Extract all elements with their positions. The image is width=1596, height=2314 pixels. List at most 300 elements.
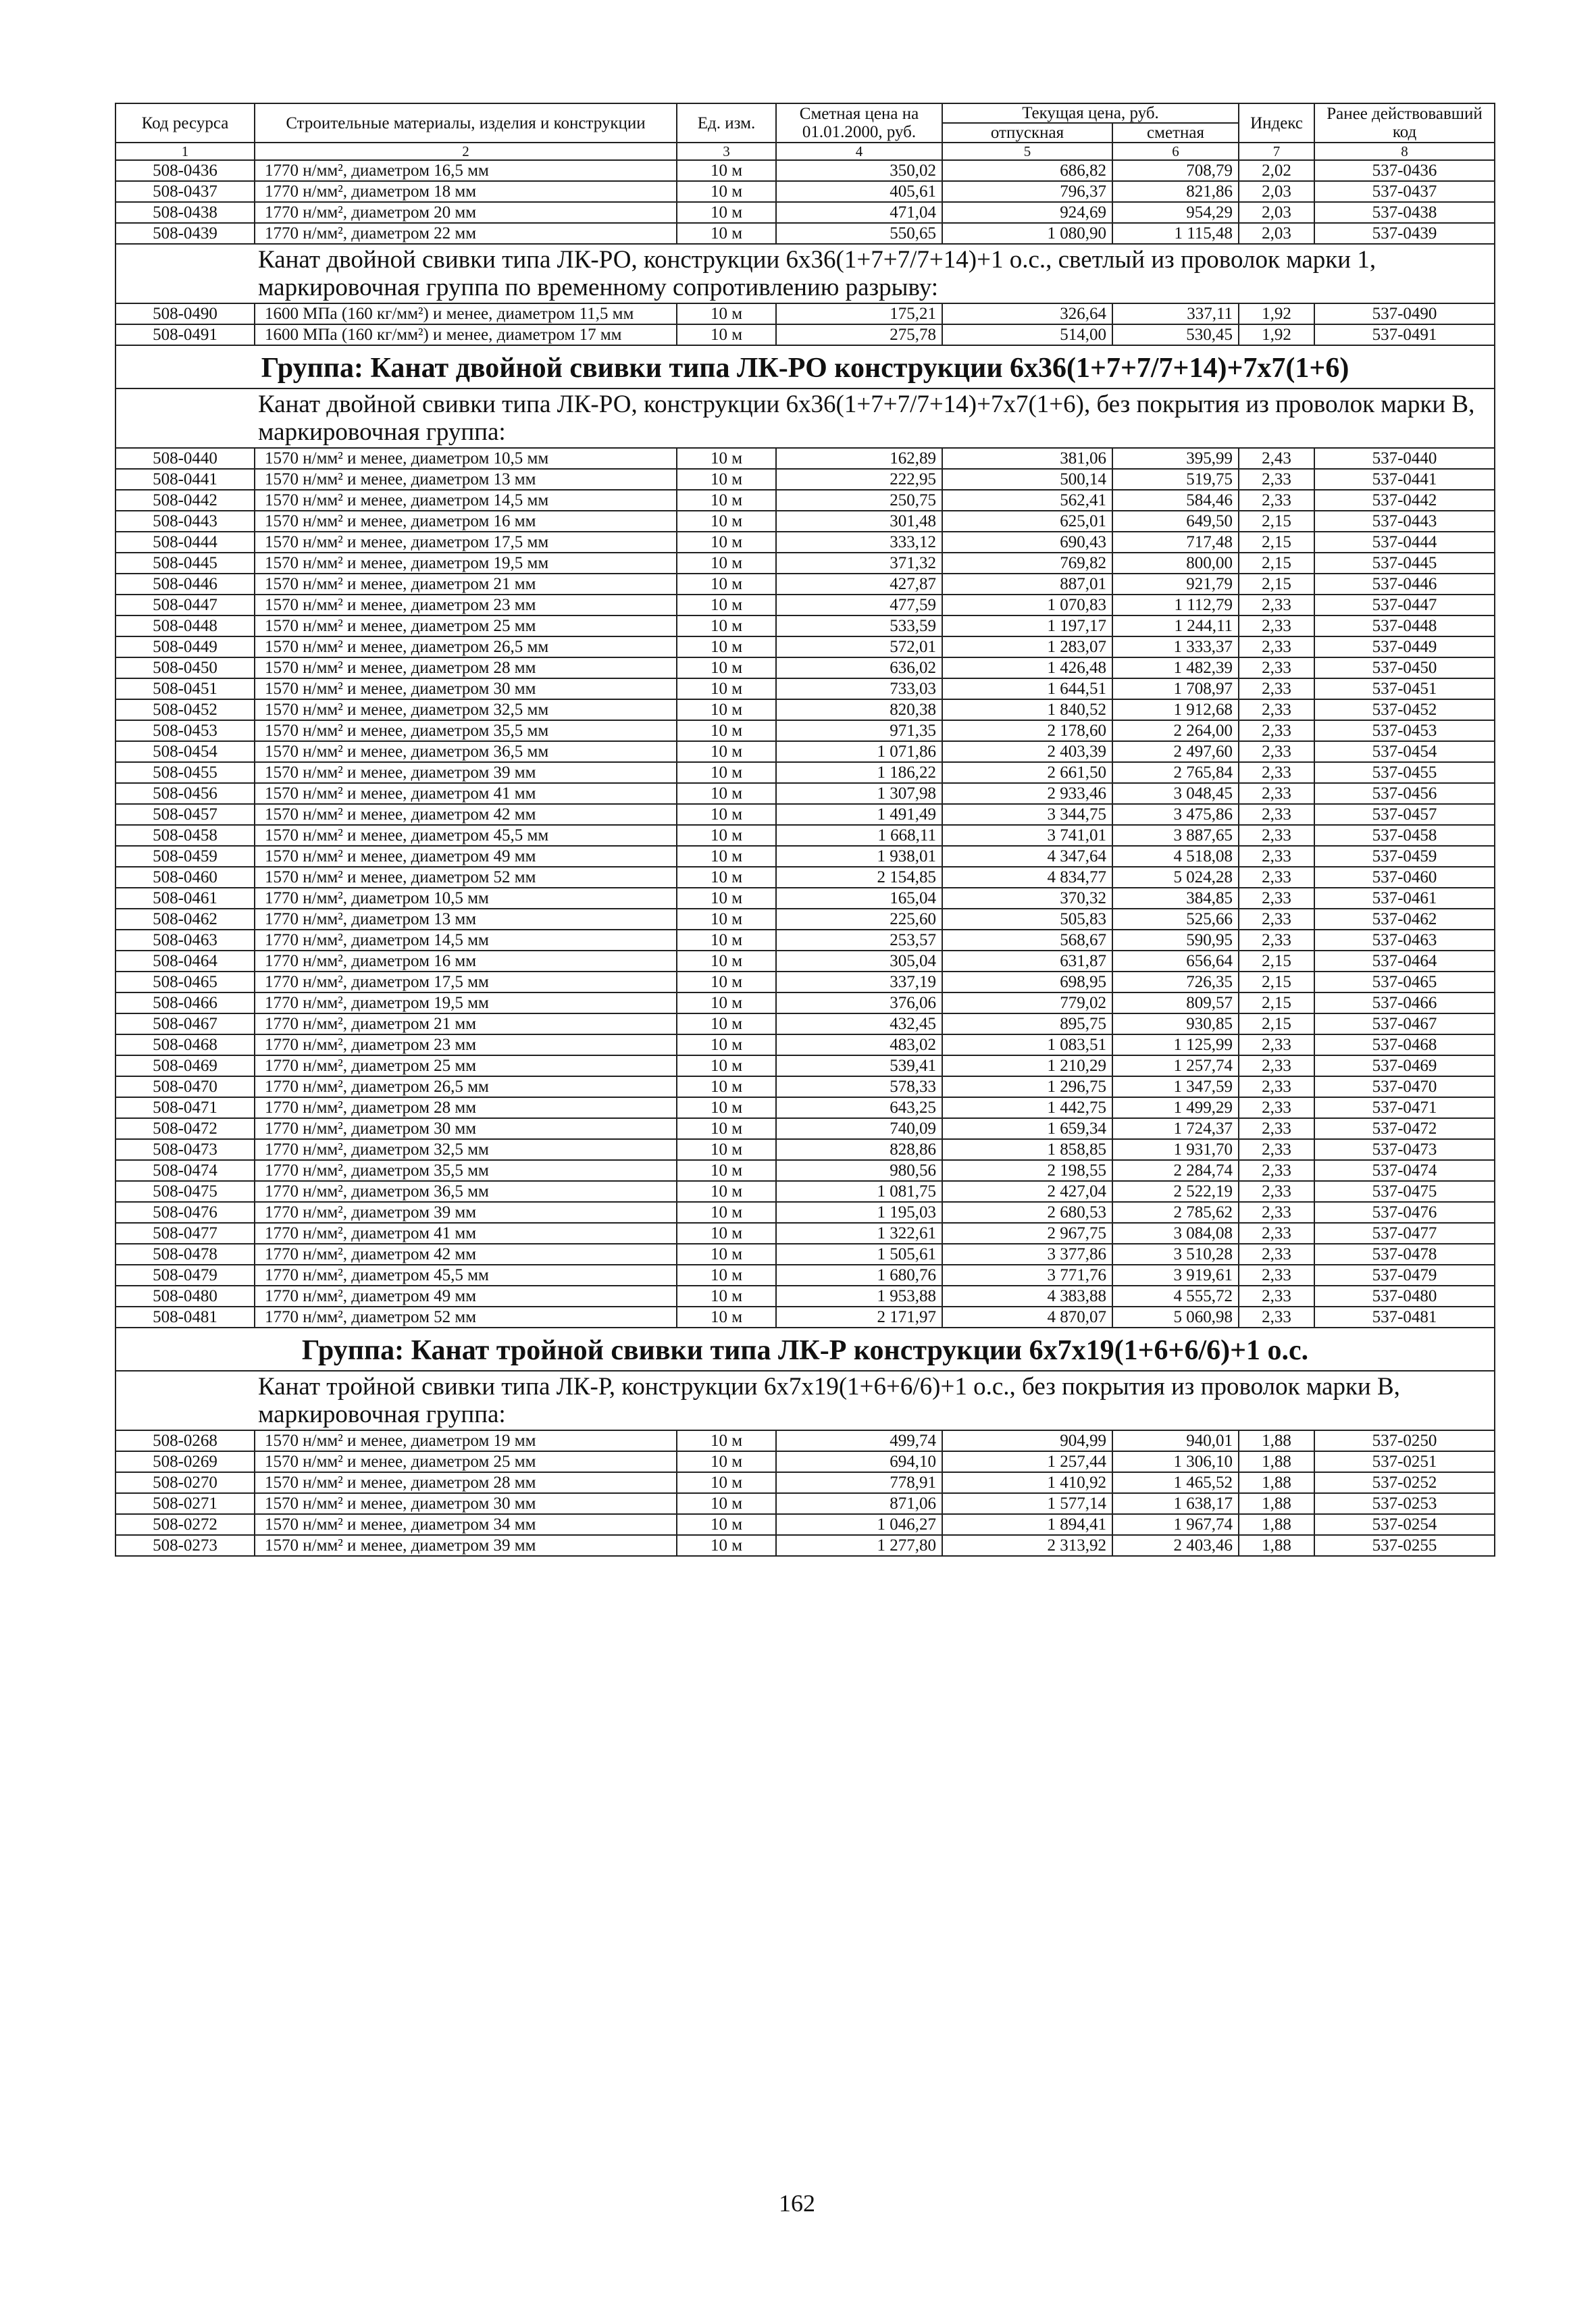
cell-resource-code: 508-0447 [115, 595, 255, 615]
cell-material-name: 1770 н/мм², диаметром 28 мм [255, 1097, 677, 1118]
cell-release-price: 698,95 [942, 972, 1112, 992]
cell-prev-code: 537-0255 [1314, 1535, 1495, 1556]
table-row [115, 160, 1495, 181]
cell-unit: 10 м [677, 909, 776, 930]
cell-unit: 10 м [677, 762, 776, 783]
cell-resource-code: 508-0491 [115, 324, 255, 345]
cell-est-price: 828,86 [776, 1139, 942, 1160]
cell-est-price: 550,65 [776, 223, 942, 244]
cell-prev-code: 537-0465 [1314, 972, 1495, 992]
cell-estimate-price: 3 475,86 [1112, 804, 1239, 825]
cell-resource-code: 508-0463 [115, 930, 255, 951]
cell-resource-code: 508-0462 [115, 909, 255, 930]
cell-prev-code: 537-0439 [1314, 223, 1495, 244]
cell-resource-code: 508-0473 [115, 1139, 255, 1160]
cell-material-name: 1570 н/мм² и менее, диаметром 42 мм [255, 804, 677, 825]
cell-unit: 10 м [677, 804, 776, 825]
page-number: 162 [779, 2190, 815, 2217]
cell-release-price: 2 178,60 [942, 720, 1112, 741]
cell-material-name: 1570 н/мм² и менее, диаметром 21 мм [255, 574, 677, 595]
cell-release-price: 2 427,04 [942, 1181, 1112, 1202]
cell-prev-code: 537-0438 [1314, 202, 1495, 223]
price-table-sheet [115, 103, 1494, 1557]
cell-material-name: 1570 н/мм² и менее, диаметром 30 мм [255, 678, 677, 699]
table-row [115, 699, 1495, 720]
cell-resource-code: 508-0460 [115, 867, 255, 888]
cell-unit: 10 м [677, 574, 776, 595]
cell-release-price: 1 296,75 [942, 1076, 1112, 1097]
cell-index: 2,03 [1239, 202, 1314, 223]
cell-est-price: 871,06 [776, 1493, 942, 1514]
cell-prev-code: 537-0437 [1314, 181, 1495, 202]
col-number: 1 [115, 143, 255, 160]
cell-index: 2,03 [1239, 181, 1314, 202]
cell-index: 2,03 [1239, 223, 1314, 244]
cell-index: 2,33 [1239, 888, 1314, 909]
cell-material-name: 1770 н/мм², диаметром 16 мм [255, 951, 677, 972]
cell-material-name: 1770 н/мм², диаметром 32,5 мм [255, 1139, 677, 1160]
cell-estimate-price: 3 887,65 [1112, 825, 1239, 846]
cell-prev-code: 537-0440 [1314, 448, 1495, 469]
cell-prev-code: 537-0450 [1314, 657, 1495, 678]
cell-unit: 10 м [677, 1286, 776, 1307]
cell-unit: 10 м [677, 1181, 776, 1202]
cell-unit: 10 м [677, 1451, 776, 1472]
header-unit: Ед. изм. [677, 103, 776, 143]
cell-material-name: 1570 н/мм² и менее, диаметром 26,5 мм [255, 636, 677, 657]
header-estimate-price: сметная [1112, 123, 1239, 143]
cell-release-price: 924,69 [942, 202, 1112, 223]
cell-unit: 10 м [677, 1013, 776, 1034]
cell-est-price: 1 491,49 [776, 804, 942, 825]
cell-prev-code: 537-0477 [1314, 1223, 1495, 1244]
table-row [115, 1535, 1495, 1556]
cell-prev-code: 537-0474 [1314, 1160, 1495, 1181]
cell-prev-code: 537-0253 [1314, 1493, 1495, 1514]
cell-material-name: 1570 н/мм² и менее, диаметром 28 мм [255, 657, 677, 678]
col-number: 3 [677, 143, 776, 160]
cell-prev-code: 537-0250 [1314, 1430, 1495, 1451]
subheading-row [115, 1371, 1495, 1430]
cell-unit: 10 м [677, 223, 776, 244]
cell-material-name: 1770 н/мм², диаметром 39 мм [255, 1202, 677, 1223]
cell-material-name: 1770 н/мм², диаметром 26,5 мм [255, 1076, 677, 1097]
cell-resource-code: 508-0479 [115, 1265, 255, 1286]
cell-est-price: 636,02 [776, 657, 942, 678]
cell-material-name: 1770 н/мм², диаметром 45,5 мм [255, 1265, 677, 1286]
table-row [115, 469, 1495, 490]
cell-est-price: 333,12 [776, 532, 942, 553]
table-row [115, 678, 1495, 699]
cell-resource-code: 508-0452 [115, 699, 255, 720]
cell-index: 2,33 [1239, 783, 1314, 804]
cell-index: 2,15 [1239, 553, 1314, 574]
table-row [115, 951, 1495, 972]
cell-prev-code: 537-0443 [1314, 511, 1495, 532]
cell-estimate-price: 1 931,70 [1112, 1139, 1239, 1160]
cell-est-price: 1 938,01 [776, 846, 942, 867]
cell-est-price: 225,60 [776, 909, 942, 930]
table-row [115, 181, 1495, 202]
cell-material-name: 1770 н/мм², диаметром 36,5 мм [255, 1181, 677, 1202]
cell-index: 2,15 [1239, 951, 1314, 972]
cell-unit: 10 м [677, 448, 776, 469]
cell-est-price: 643,25 [776, 1097, 942, 1118]
cell-material-name: 1770 н/мм², диаметром 14,5 мм [255, 930, 677, 951]
cell-index: 2,33 [1239, 741, 1314, 762]
cell-resource-code: 508-0474 [115, 1160, 255, 1181]
cell-unit: 10 м [677, 469, 776, 490]
cell-material-name: 1570 н/мм² и менее, диаметром 17,5 мм [255, 532, 677, 553]
cell-estimate-price: 525,66 [1112, 909, 1239, 930]
cell-index: 2,33 [1239, 678, 1314, 699]
table-row [115, 846, 1495, 867]
table-row [115, 1514, 1495, 1535]
cell-material-name: 1570 н/мм² и менее, диаметром 19 мм [255, 1430, 677, 1451]
table-row [115, 1223, 1495, 1244]
cell-prev-code: 537-0453 [1314, 720, 1495, 741]
cell-release-price: 1 426,48 [942, 657, 1112, 678]
table-row [115, 867, 1495, 888]
cell-prev-code: 537-0466 [1314, 992, 1495, 1013]
cell-est-price: 301,48 [776, 511, 942, 532]
cell-material-name: 1570 н/мм² и менее, диаметром 34 мм [255, 1514, 677, 1535]
cell-estimate-price: 1 125,99 [1112, 1034, 1239, 1055]
cell-est-price: 1 186,22 [776, 762, 942, 783]
cell-material-name: 1570 н/мм² и менее, диаметром 14,5 мм [255, 490, 677, 511]
cell-release-price: 690,43 [942, 532, 1112, 553]
cell-index: 2,33 [1239, 636, 1314, 657]
cell-prev-code: 537-0478 [1314, 1244, 1495, 1265]
table-row [115, 490, 1495, 511]
cell-release-price: 2 967,75 [942, 1223, 1112, 1244]
cell-est-price: 405,61 [776, 181, 942, 202]
table-row [115, 223, 1495, 244]
cell-estimate-price: 4 518,08 [1112, 846, 1239, 867]
cell-resource-code: 508-0475 [115, 1181, 255, 1202]
cell-index: 2,33 [1239, 1223, 1314, 1244]
cell-material-name: 1770 н/мм², диаметром 23 мм [255, 1034, 677, 1055]
cell-material-name: 1600 МПа (160 кг/мм²) и менее, диаметром 11,5 мм [255, 303, 677, 324]
cell-est-price: 1 081,75 [776, 1181, 942, 1202]
cell-estimate-price: 1 306,10 [1112, 1451, 1239, 1472]
table-row [115, 909, 1495, 930]
cell-est-price: 499,74 [776, 1430, 942, 1451]
cell-release-price: 1 659,34 [942, 1118, 1112, 1139]
cell-est-price: 305,04 [776, 951, 942, 972]
cell-estimate-price: 1 499,29 [1112, 1097, 1239, 1118]
cell-material-name: 1570 н/мм² и менее, диаметром 52 мм [255, 867, 677, 888]
cell-material-name: 1570 н/мм² и менее, диаметром 36,5 мм [255, 741, 677, 762]
cell-est-price: 733,03 [776, 678, 942, 699]
cell-resource-code: 508-0453 [115, 720, 255, 741]
cell-index: 1,88 [1239, 1472, 1314, 1493]
header-name: Строительные материалы, изделия и конструкции [255, 103, 677, 143]
cell-resource-code: 508-0461 [115, 888, 255, 909]
cell-estimate-price: 1 708,97 [1112, 678, 1239, 699]
cell-resource-code: 508-0439 [115, 223, 255, 244]
cell-estimate-price: 2 522,19 [1112, 1181, 1239, 1202]
cell-index: 2,33 [1239, 1265, 1314, 1286]
cell-est-price: 250,75 [776, 490, 942, 511]
cell-est-price: 2 154,85 [776, 867, 942, 888]
cell-material-name: 1570 н/мм² и менее, диаметром 30 мм [255, 1493, 677, 1514]
cell-resource-code: 508-0478 [115, 1244, 255, 1265]
cell-release-price: 2 403,39 [942, 741, 1112, 762]
cell-release-price: 4 347,64 [942, 846, 1112, 867]
cell-resource-code: 508-0268 [115, 1430, 255, 1451]
cell-estimate-price: 1 257,74 [1112, 1055, 1239, 1076]
cell-release-price: 3 741,01 [942, 825, 1112, 846]
cell-material-name: 1570 н/мм² и менее, диаметром 49 мм [255, 846, 677, 867]
col-number: 7 [1239, 143, 1314, 160]
cell-index: 2,33 [1239, 490, 1314, 511]
cell-unit: 10 м [677, 1244, 776, 1265]
cell-prev-code: 537-0445 [1314, 553, 1495, 574]
cell-resource-code: 508-0472 [115, 1118, 255, 1139]
cell-prev-code: 537-0490 [1314, 303, 1495, 324]
cell-est-price: 1 322,61 [776, 1223, 942, 1244]
cell-unit: 10 м [677, 1514, 776, 1535]
header-release-price: отпускная [942, 123, 1112, 143]
cell-release-price: 1 283,07 [942, 636, 1112, 657]
table-row [115, 992, 1495, 1013]
subheading-row [115, 244, 1495, 303]
cell-release-price: 1 858,85 [942, 1139, 1112, 1160]
cell-release-price: 3 377,86 [942, 1244, 1112, 1265]
cell-est-price: 740,09 [776, 1118, 942, 1139]
cell-unit: 10 м [677, 636, 776, 657]
cell-estimate-price: 821,86 [1112, 181, 1239, 202]
cell-est-price: 427,87 [776, 574, 942, 595]
table-row [115, 1139, 1495, 1160]
cell-estimate-price: 2 284,74 [1112, 1160, 1239, 1181]
cell-estimate-price: 395,99 [1112, 448, 1239, 469]
cell-release-price: 562,41 [942, 490, 1112, 511]
cell-prev-code: 537-0452 [1314, 699, 1495, 720]
cell-release-price: 769,82 [942, 553, 1112, 574]
cell-material-name: 1770 н/мм², диаметром 20 мм [255, 202, 677, 223]
table-body [115, 160, 1495, 1556]
table-row [115, 720, 1495, 741]
cell-index: 2,15 [1239, 574, 1314, 595]
subheading: Канат двойной свивки типа ЛК-РО, конструкции 6х36(1+7+7/7+14)+1 о.с., светлый из проволок марки 1, маркировочная группа по временному сопротивлению разрыву: [115, 244, 1495, 303]
table-row [115, 1118, 1495, 1139]
table-row [115, 1430, 1495, 1451]
cell-material-name: 1770 н/мм², диаметром 49 мм [255, 1286, 677, 1307]
cell-unit: 10 м [677, 532, 776, 553]
cell-release-price: 370,32 [942, 888, 1112, 909]
cell-unit: 10 м [677, 1493, 776, 1514]
cell-material-name: 1570 н/мм² и менее, диаметром 39 мм [255, 1535, 677, 1556]
cell-est-price: 1 195,03 [776, 1202, 942, 1223]
cell-material-name: 1570 н/мм² и менее, диаметром 41 мм [255, 783, 677, 804]
cell-prev-code: 537-0464 [1314, 951, 1495, 972]
cell-estimate-price: 590,95 [1112, 930, 1239, 951]
cell-resource-code: 508-0440 [115, 448, 255, 469]
cell-resource-code: 508-0270 [115, 1472, 255, 1493]
table-row [115, 595, 1495, 615]
cell-est-price: 1 307,98 [776, 783, 942, 804]
cell-estimate-price: 2 785,62 [1112, 1202, 1239, 1223]
cell-estimate-price: 1 724,37 [1112, 1118, 1239, 1139]
cell-index: 1,92 [1239, 324, 1314, 345]
cell-est-price: 778,91 [776, 1472, 942, 1493]
cell-est-price: 162,89 [776, 448, 942, 469]
table-row [115, 762, 1495, 783]
table-row [115, 1181, 1495, 1202]
cell-index: 2,33 [1239, 1286, 1314, 1307]
cell-prev-code: 537-0459 [1314, 846, 1495, 867]
header-est-price: Сметная цена на 01.01.2000, руб. [776, 103, 942, 143]
cell-release-price: 1 410,92 [942, 1472, 1112, 1493]
cell-index: 1,88 [1239, 1430, 1314, 1451]
cell-prev-code: 537-0460 [1314, 867, 1495, 888]
cell-estimate-price: 940,01 [1112, 1430, 1239, 1451]
cell-material-name: 1770 н/мм², диаметром 16,5 мм [255, 160, 677, 181]
cell-resource-code: 508-0468 [115, 1034, 255, 1055]
cell-release-price: 2 313,92 [942, 1535, 1112, 1556]
table-row [115, 615, 1495, 636]
cell-prev-code: 537-0449 [1314, 636, 1495, 657]
cell-release-price: 779,02 [942, 992, 1112, 1013]
cell-prev-code: 537-0476 [1314, 1202, 1495, 1223]
cell-index: 2,15 [1239, 992, 1314, 1013]
cell-estimate-price: 2 765,84 [1112, 762, 1239, 783]
table-row [115, 1097, 1495, 1118]
cell-prev-code: 537-0469 [1314, 1055, 1495, 1076]
cell-unit: 10 м [677, 972, 776, 992]
subheading: Канат двойной свивки типа ЛК-РО, конструкции 6х36(1+7+7/7+14)+7х7(1+6), без покрытия из проволок марки В, маркировочная группа: [115, 388, 1495, 448]
group-heading-row [115, 1328, 1495, 1371]
cell-index: 2,33 [1239, 909, 1314, 930]
cell-release-price: 887,01 [942, 574, 1112, 595]
cell-est-price: 350,02 [776, 160, 942, 181]
cell-est-price: 694,10 [776, 1451, 942, 1472]
cell-estimate-price: 3 084,08 [1112, 1223, 1239, 1244]
cell-est-price: 539,41 [776, 1055, 942, 1076]
table-row [115, 511, 1495, 532]
cell-estimate-price: 4 555,72 [1112, 1286, 1239, 1307]
col-number: 2 [255, 143, 677, 160]
cell-estimate-price: 800,00 [1112, 553, 1239, 574]
cell-est-price: 165,04 [776, 888, 942, 909]
header-cur-price: Текущая цена, руб. [942, 103, 1239, 123]
cell-prev-code: 537-0251 [1314, 1451, 1495, 1472]
cell-unit: 10 м [677, 181, 776, 202]
cell-prev-code: 537-0254 [1314, 1514, 1495, 1535]
cell-prev-code: 537-0473 [1314, 1139, 1495, 1160]
cell-unit: 10 м [677, 825, 776, 846]
cell-resource-code: 508-0470 [115, 1076, 255, 1097]
col-number: 8 [1314, 143, 1495, 160]
cell-estimate-price: 656,64 [1112, 951, 1239, 972]
cell-release-price: 1 644,51 [942, 678, 1112, 699]
subheading-row [115, 388, 1495, 448]
cell-resource-code: 508-0459 [115, 846, 255, 867]
cell-estimate-price: 1 912,68 [1112, 699, 1239, 720]
cell-estimate-price: 1 244,11 [1112, 615, 1239, 636]
cell-index: 1,88 [1239, 1493, 1314, 1514]
cell-material-name: 1770 н/мм², диаметром 30 мм [255, 1118, 677, 1139]
cell-unit: 10 м [677, 699, 776, 720]
subheading: Канат тройной свивки типа ЛК-Р, конструкции 6х7х19(1+6+6/6)+1 о.с., без покрытия из проволок марки В, маркировочная группа: [115, 1371, 1495, 1430]
group-heading-row [115, 345, 1495, 388]
cell-release-price: 2 661,50 [942, 762, 1112, 783]
cell-unit: 10 м [677, 1139, 776, 1160]
cell-est-price: 533,59 [776, 615, 942, 636]
cell-estimate-price: 3 510,28 [1112, 1244, 1239, 1265]
cell-est-price: 578,33 [776, 1076, 942, 1097]
cell-release-price: 631,87 [942, 951, 1112, 972]
cell-material-name: 1770 н/мм², диаметром 21 мм [255, 1013, 677, 1034]
cell-material-name: 1570 н/мм² и менее, диаметром 45,5 мм [255, 825, 677, 846]
table-row [115, 1055, 1495, 1076]
table-row [115, 303, 1495, 324]
group-heading: Группа: Канат тройной свивки типа ЛК-Р конструкции 6х7х19(1+6+6/6)+1 о.с. [115, 1328, 1495, 1371]
cell-index: 2,43 [1239, 448, 1314, 469]
cell-estimate-price: 2 264,00 [1112, 720, 1239, 741]
cell-material-name: 1770 н/мм², диаметром 17,5 мм [255, 972, 677, 992]
cell-unit: 10 м [677, 160, 776, 181]
table-row [115, 1076, 1495, 1097]
cell-release-price: 2 198,55 [942, 1160, 1112, 1181]
cell-release-price: 381,06 [942, 448, 1112, 469]
cell-resource-code: 508-0441 [115, 469, 255, 490]
cell-release-price: 2 933,46 [942, 783, 1112, 804]
cell-estimate-price: 649,50 [1112, 511, 1239, 532]
table-row [115, 804, 1495, 825]
cell-index: 2,02 [1239, 160, 1314, 181]
cell-resource-code: 508-0271 [115, 1493, 255, 1514]
cell-index: 2,33 [1239, 1055, 1314, 1076]
cell-resource-code: 508-0490 [115, 303, 255, 324]
cell-resource-code: 508-0476 [115, 1202, 255, 1223]
cell-material-name: 1570 н/мм² и менее, диаметром 19,5 мм [255, 553, 677, 574]
cell-estimate-price: 930,85 [1112, 1013, 1239, 1034]
cell-release-price: 500,14 [942, 469, 1112, 490]
table-row [115, 324, 1495, 345]
table-row [115, 448, 1495, 469]
cell-material-name: 1600 МПа (160 кг/мм²) и менее, диаметром 17 мм [255, 324, 677, 345]
cell-release-price: 904,99 [942, 1430, 1112, 1451]
cell-unit: 10 м [677, 1160, 776, 1181]
cell-prev-code: 537-0475 [1314, 1181, 1495, 1202]
cell-prev-code: 537-0441 [1314, 469, 1495, 490]
cell-resource-code: 508-0458 [115, 825, 255, 846]
cell-prev-code: 537-0454 [1314, 741, 1495, 762]
table-row [115, 972, 1495, 992]
cell-est-price: 2 171,97 [776, 1307, 942, 1328]
cell-material-name: 1570 н/мм² и менее, диаметром 32,5 мм [255, 699, 677, 720]
cell-material-name: 1570 н/мм² и менее, диаметром 35,5 мм [255, 720, 677, 741]
cell-material-name: 1570 н/мм² и менее, диаметром 25 мм [255, 615, 677, 636]
cell-resource-code: 508-0448 [115, 615, 255, 636]
table-row [115, 657, 1495, 678]
cell-material-name: 1770 н/мм², диаметром 35,5 мм [255, 1160, 677, 1181]
cell-resource-code: 508-0438 [115, 202, 255, 223]
cell-estimate-price: 717,48 [1112, 532, 1239, 553]
cell-resource-code: 508-0455 [115, 762, 255, 783]
table-row [115, 1493, 1495, 1514]
cell-prev-code: 537-0467 [1314, 1013, 1495, 1034]
cell-resource-code: 508-0436 [115, 160, 255, 181]
cell-unit: 10 м [677, 992, 776, 1013]
cell-estimate-price: 3 919,61 [1112, 1265, 1239, 1286]
cell-est-price: 253,57 [776, 930, 942, 951]
cell-index: 2,33 [1239, 1244, 1314, 1265]
cell-unit: 10 м [677, 1535, 776, 1556]
